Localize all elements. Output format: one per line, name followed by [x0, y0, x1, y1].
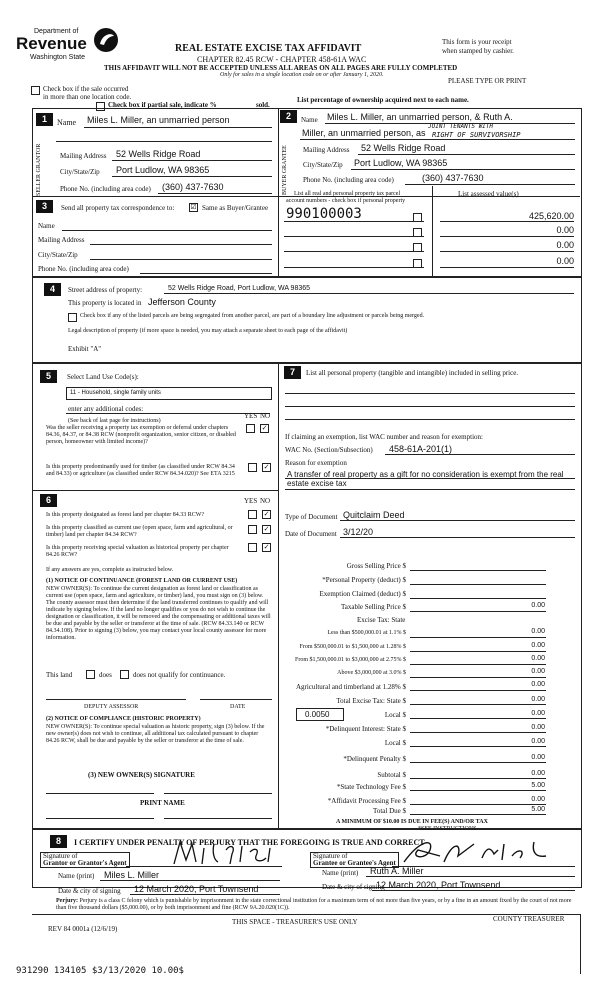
s6-q1-yes-checkbox[interactable] — [248, 510, 257, 519]
see-back-note: (See back of last page for instructions) — [68, 418, 161, 424]
tax-row-line — [410, 677, 546, 678]
segregated-label: Check box if any of the listed parcels are being segregated from another parcel, are part of a boundary line adjustment or parcels being merged. — [80, 313, 425, 319]
tax-row-line — [410, 732, 546, 733]
rev-number: REV 84 0001a (12/6/19) — [48, 925, 118, 933]
deputy-assessor-line — [46, 699, 186, 700]
grantor-city-label: City/State/Zip — [60, 168, 100, 176]
section-4-badge: 4 — [44, 283, 61, 296]
assessor-date-line — [200, 699, 272, 700]
deputy-assessor-label: DEPUTY ASSESSOR — [84, 704, 139, 710]
tax-row-label: Total Due $ — [373, 807, 406, 815]
grantor-sig-label-2: Grantor or Grantor's Agent — [43, 859, 127, 867]
grantor-mailing-value[interactable]: 52 Wells Ridge Road — [116, 149, 201, 159]
s3-mailing-line — [90, 244, 272, 245]
tax-row-line — [410, 718, 546, 719]
tax-row-line — [410, 651, 546, 652]
personal-property-line-2 — [285, 406, 575, 407]
grantor-mailing-label: Mailing Address — [60, 152, 107, 160]
assessed-value[interactable]: 0.00 — [556, 256, 574, 266]
reason-label: Reason for exemption — [285, 459, 347, 467]
washington-state: Washington State — [30, 54, 85, 61]
tax-row-value[interactable]: 0.00 — [531, 738, 545, 745]
s5-q2-no-checkbox[interactable]: ✓ — [263, 463, 270, 471]
assessed-value[interactable]: 425,620.00 — [528, 211, 574, 221]
tax-row-label: Taxable Selling Price $ — [340, 603, 406, 611]
new-owner-sig-line-2 — [164, 793, 272, 794]
print-name-label: PRINT NAME — [140, 799, 185, 807]
multi-location-label: Check box if the sale occurred — [43, 85, 129, 93]
exhibit-value[interactable]: Exhibit "A" — [68, 345, 102, 353]
s5-q1-yes-checkbox[interactable] — [246, 424, 255, 433]
grantor-phone-line — [158, 193, 272, 194]
grantee-name-value-1[interactable]: Miles L. Miller, an unmarried person, & Ruth A. — [327, 112, 513, 122]
personal-property-label: List all personal property (tangible and intangible) included in selling price. — [306, 369, 519, 377]
partial-sale-label: Check box if partial sale, indicate % — [108, 101, 217, 109]
this-land-label: This land — [46, 671, 73, 679]
doc-date-value[interactable]: 3/12/20 — [343, 527, 374, 537]
doc-date-label: Date of Document — [285, 530, 337, 538]
section-7-badge: 7 — [284, 366, 301, 379]
located-in-label: This property is located in — [68, 299, 142, 307]
tax-row-label: Above $3,000,000 at 3.0% $ — [337, 670, 406, 676]
see-instructions-note: *SEE INSTRUCTIONS — [418, 826, 477, 832]
grantee-sig-label-1: Signature of — [313, 852, 348, 860]
legal-description-label: Legal description of property (if more space is needed, you may attach a separate sheet to each page of the affidavit) — [68, 328, 348, 334]
ownership-label: List percentage of ownership acquired next to each name. — [297, 96, 469, 104]
grantor-name-label: Name — [57, 118, 77, 127]
wac-label: WAC No. (Section/Subsection) — [285, 446, 373, 454]
grantee-date-city[interactable]: 12 March 2020, Port Townsend — [376, 880, 501, 890]
s5-yes-header: YES — [244, 412, 258, 420]
tax-row-value[interactable]: 0.00 — [531, 796, 545, 803]
s6-q2-yes-checkbox[interactable] — [248, 525, 257, 534]
tax-row-label: *Delinquent Penalty $ — [343, 755, 406, 763]
land-use-select[interactable] — [66, 387, 272, 400]
certify-statement: I CERTIFY UNDER PENALTY OF PERJURY THAT THE FOREGOING IS TRUE AND CORRECT — [74, 838, 425, 847]
tax-row-line — [410, 584, 546, 585]
grantee-handwritten-bottom: RIGHT OF SURVIVORSHIP — [432, 131, 521, 139]
s6-question-2: Is this property classified as current use (open space, farm and agricultural, or timber) land per chapter 84.34 RCW? — [46, 525, 233, 538]
grantor-name-line — [84, 127, 272, 128]
section-6-badge: 6 — [40, 494, 57, 507]
tax-row-label: *State Technology Fee $ — [336, 783, 406, 791]
assessed-value[interactable]: 0.00 — [556, 225, 574, 235]
parcel-header-1: List all real and personal property tax parcel — [294, 191, 401, 197]
only-for-line: Only for sales in a single location code on or after January 1, 2020. — [220, 72, 384, 78]
if-any-yes-note: If any answers are yes, complete as instructed below. — [46, 567, 174, 573]
grantee-name-print-label: Name (print) — [322, 869, 359, 877]
grantee-city-label: City/State/Zip — [303, 161, 343, 169]
doc-date-line — [340, 537, 575, 538]
grantee-mailing-label: Mailing Address — [303, 146, 350, 154]
parcel-header-2: account numbers - check box if personal property — [286, 198, 406, 204]
s3-phone-line — [140, 273, 272, 274]
tax-row-label: Less than $500,000.01 at 1.1% $ — [327, 630, 406, 636]
s6-question-3: Is this property receiving special valuation as historical property per chapter 84.26 RCW? — [46, 545, 229, 558]
section-1-badge: 1 — [36, 113, 53, 126]
grantor-date-line — [130, 894, 280, 895]
s5-question-2: Is this property predominantly used for timber (as classified under RCW 84.34 and 84.33) or agriculture (as classified under RCW 84.34.020)? See ETA 3215 — [46, 464, 235, 477]
street-address-label: Street address of property: — [68, 286, 143, 294]
tax-row-line — [410, 778, 546, 779]
grantee-name-print[interactable]: Ruth A. Miller — [370, 866, 424, 876]
form-title: REAL ESTATE EXCISE TAX AFFIDAVIT — [175, 43, 362, 54]
grantor-phone-label: Phone No. (including area code) — [60, 185, 151, 193]
tax-row-line — [410, 570, 546, 571]
tax-row-line — [410, 814, 546, 815]
grantee-handwritten-top: JOINT TENANTS WITH — [428, 123, 494, 130]
same-as-buyer-checkbox[interactable]: ☑ — [190, 203, 197, 211]
tax-row-value[interactable]: 5.00 — [531, 806, 545, 813]
section-8-badge: 8 — [50, 835, 67, 848]
s3-name-line — [62, 230, 272, 231]
street-address-line — [164, 293, 574, 294]
notice-1-title: (1) NOTICE OF CONTINUANCE (FOREST LAND OR CURRENT USE) — [46, 578, 238, 584]
tax-row-value[interactable]: 0.00 — [531, 602, 545, 609]
tax-row-label: Total Excise Tax: State $ — [336, 697, 406, 705]
section-2-badge: 2 — [280, 110, 297, 123]
tax-row-label: Subtotal $ — [377, 771, 406, 779]
tax-row-label: Gross Selling Price $ — [346, 562, 406, 570]
grantor-signature-label-box — [40, 852, 130, 868]
dor-logo — [14, 26, 122, 66]
tax-row-value[interactable]: 0.00 — [531, 628, 545, 635]
s5-q2-yes-checkbox[interactable] — [248, 463, 257, 472]
land-use-label: Select Land Use Code(s): — [67, 373, 139, 381]
parcel-number[interactable]: 990100003 — [286, 206, 362, 222]
tax-row-line — [410, 690, 546, 691]
assessed-value[interactable]: 0.00 — [556, 240, 574, 250]
tax-row-value[interactable]: 0.00 — [531, 655, 545, 662]
new-owner-signature-label: (3) NEW OWNER(S) SIGNATURE — [88, 771, 195, 779]
s3-city-label: City/State/Zip — [38, 251, 78, 259]
s3-name-label: Name — [38, 222, 55, 230]
send-correspondence-label: Send all property tax correspondence to: — [61, 204, 175, 212]
exemption-claim-label: If claiming an exemption, list WAC number and reason for exemption: — [285, 433, 483, 441]
tax-row-value[interactable]: 0.00 — [531, 681, 545, 688]
personal-property-line-3 — [285, 419, 575, 420]
s5-q1-no-checkbox[interactable]: ✓ — [261, 424, 268, 432]
does-not-label: does not qualify for continuance. — [133, 671, 226, 679]
multi-location-checkbox[interactable] — [31, 86, 40, 95]
receipt-note-1: This form is your receipt — [442, 38, 512, 46]
s6-q1-no-checkbox[interactable]: ✓ — [263, 510, 270, 518]
personal-property-line-1 — [285, 393, 575, 394]
tax-row-value[interactable]: 0.00 — [531, 754, 545, 761]
value-line — [440, 267, 574, 268]
grantor-sig-label-1: Signature of — [43, 852, 78, 860]
grantee-city-line — [351, 169, 575, 170]
land-does-not-checkbox[interactable] — [120, 670, 129, 679]
s6-q3-no-checkbox[interactable]: ✓ — [263, 543, 270, 551]
s6-no-header: NO — [260, 497, 271, 505]
grantor-phone-value[interactable]: (360) 437-7630 — [162, 182, 224, 192]
dept-of: Department of — [34, 28, 79, 35]
tax-row-value[interactable]: 0.00 — [531, 696, 545, 703]
grantee-mailing-line — [358, 154, 575, 155]
grantor-signature[interactable] — [170, 838, 280, 868]
s6-q3-yes-checkbox[interactable] — [248, 543, 257, 552]
doc-type-value[interactable]: Quitclaim Deed — [343, 510, 405, 520]
parcel-row — [284, 253, 580, 271]
grantee-phone-line — [405, 184, 575, 185]
does-label: does — [99, 671, 112, 679]
perjury-label: Perjury: — [56, 898, 78, 904]
dor-emblem-icon — [92, 26, 120, 54]
notice-2-text: NEW OWNER(S): To continue special valuation as historic property, sign (3) below. If the new owner(s) does not wish to continue, all additional tax calculated pursuant to chapter 84.26 RCW, shall be due and payable by the seller or transferor at the time of sale. — [46, 724, 265, 744]
grantee-phone-value[interactable]: (360) 437-7630 — [422, 173, 484, 183]
perjury-statement — [56, 898, 578, 912]
chapter-line: CHAPTER 82.45 RCW - CHAPTER 458-61A WAC — [197, 55, 367, 64]
located-in-value[interactable]: Jefferson County — [148, 297, 216, 307]
grantor-name-print-label: Name (print) — [58, 872, 95, 880]
tax-row-label: *Affidavit Processing Fee $ — [327, 797, 406, 805]
tax-row-label: From $500,000.01 to $1,500,000 at 1.28% $ — [299, 644, 406, 650]
tax-row-line — [410, 664, 546, 665]
reason-line-1 — [285, 478, 575, 479]
tax-row-value[interactable]: 0.00 — [531, 710, 545, 717]
grantee-name-print-line — [366, 876, 575, 877]
land-does-checkbox[interactable] — [86, 670, 95, 679]
s5-no-header: NO — [260, 412, 271, 420]
multi-location-label-2: in more than one location code. — [43, 93, 132, 101]
assessor-date-label: DATE — [230, 704, 246, 710]
s3-phone-label: Phone No. (including area code) — [38, 265, 129, 273]
county-treasurer: COUNTY TREASURER — [493, 915, 565, 923]
grantee-signature[interactable] — [400, 836, 550, 866]
grantee-date-line — [372, 890, 575, 891]
grantor-name-print-line — [100, 880, 280, 881]
reason-value[interactable]: A transfer of real property as a gift for no consideration is exempt from the real estate excise tax — [287, 470, 564, 488]
tax-row-value[interactable]: 5.00 — [531, 782, 545, 789]
section-5-badge: 5 — [40, 370, 57, 383]
grantee-city-value[interactable]: Port Ludlow, WA 98365 — [354, 158, 448, 168]
value-line — [440, 251, 574, 252]
parcel-line — [284, 267, 424, 268]
s3-city-line — [90, 259, 272, 260]
land-use-value: 11 - Household, single family units — [70, 390, 161, 396]
grantor-name-print[interactable]: Miles L. Miller — [104, 870, 160, 880]
grantee-date-label: Date & city of signing — [322, 883, 385, 891]
tax-row-line — [410, 762, 546, 763]
tax-row-line — [410, 611, 546, 612]
tax-row-line — [410, 598, 546, 599]
additional-codes-label: enter any additional codes: — [68, 405, 144, 413]
grantor-side-label: SELLER GRANTOR — [36, 143, 42, 197]
grantor-grantee-divider — [278, 108, 279, 276]
s6-question-1: Is this property designated as forest land per chapter 84.33 RCW? — [46, 512, 205, 518]
type-or-print: PLEASE TYPE OR PRINT — [448, 77, 527, 85]
minimum-due-note: A MINIMUM OF $10.00 IS DUE IN FEE(S) AND/OR TAX — [336, 819, 488, 825]
s6-yes-header: YES — [244, 497, 258, 505]
doc-type-line — [340, 520, 575, 521]
grantee-name-value-2[interactable]: Miller, an unmarried person, as — [302, 128, 426, 138]
revenue-word: Revenue — [16, 34, 87, 53]
grantee-name-label: Name — [301, 116, 318, 124]
grantee-sig-label-2: Grantee or Grantee's Agent — [313, 859, 396, 867]
local-rate-value: 0.0050 — [305, 710, 330, 719]
sold-label: sold. — [256, 101, 270, 109]
tax-row-label: Excise Tax: State — [357, 616, 406, 624]
s6-q2-no-checkbox[interactable]: ✓ — [263, 525, 270, 533]
s3-mailing-label: Mailing Address — [38, 236, 85, 244]
s5-question-1: Was the seller receiving a property tax exemption or deferral under chapters 84.36, 84.37, or 84.38 RCW (nonprofit organization, senior citizen, or disabled person, homeowner with limited income)? — [46, 425, 236, 445]
notice-1-text: NEW OWNER(S): To continue the current designation as forest land or classification as current use (open space, farm and agriculture, or timber) land, you must sign on (3) below. The county assessor must then determine if the land transferred continues to qualify and will indicate by signing below. If the land no longer qualifies or you do not wish to continue the designation or classification, it will be removed and the compensating or additional taxes will be due and payable by the seller or transferor at the time of sale. (RCW 84.33.140 or RCW 84.34.108). Prior to signing (3) below, you may contact your local county assessor for more information. — [46, 586, 271, 641]
tax-row-label: Exemption Claimed (deduct) $ — [319, 590, 406, 598]
segregated-checkbox[interactable] — [68, 313, 77, 322]
grantee-mailing-value[interactable]: 52 Wells Ridge Road — [361, 143, 446, 153]
treasurer-space: THIS SPACE - TREASURER'S USE ONLY — [232, 918, 358, 926]
tax-row-label: *Personal Property (deduct) $ — [322, 576, 406, 584]
tax-row-value[interactable]: 0.00 — [531, 770, 545, 777]
tax-row-label: *Delinquent Interest: State $ — [325, 725, 406, 733]
wac-line — [385, 454, 575, 455]
new-owner-sig-line-1 — [46, 793, 154, 794]
receipt-note-2: when stamped by cashier. — [442, 47, 514, 55]
tax-row-line — [410, 790, 546, 791]
reason-line-2 — [285, 489, 575, 490]
tax-row-line — [410, 637, 546, 638]
grantor-name-value[interactable]: Miles L. Miller, an unmarried person — [87, 115, 230, 125]
tax-row-line — [410, 804, 546, 805]
left-right-divider — [278, 362, 279, 828]
grantor-city-line — [112, 176, 272, 177]
assessed-header: List assessed value(s) — [458, 190, 519, 198]
tax-row-label: Local $ — [384, 739, 406, 747]
recording-stamp: 931290 134105 $3/13/2020 10.00$ — [16, 966, 184, 976]
warning-line: THIS AFFIDAVIT WILL NOT BE ACCEPTED UNLESS ALL AREAS ON ALL PAGES ARE FULLY COMPLETED — [104, 64, 458, 72]
tax-row-label: From $1,500,000.01 to $3,000,000 at 2.75% $ — [295, 657, 406, 663]
section-6-top-rule — [32, 490, 278, 491]
additional-codes-line — [66, 413, 270, 414]
grantor-signature-line — [126, 866, 282, 867]
wac-value[interactable]: 458-61A-201(1) — [389, 444, 453, 454]
tax-row-label: Local $ — [384, 711, 406, 719]
doc-type-label: Type of Document — [285, 513, 338, 521]
print-name-line-2 — [164, 818, 272, 819]
grantee-phone-label: Phone No. (including area code) — [303, 176, 394, 184]
grantor-date-label: Date & city of signing — [58, 887, 121, 895]
perjury-text: Perjury is a class C felony which is punishable by imprisonment in the state correctional institution for a maximum term of not more than five years, or by a fine in an amount fixed by the court of not more than five thousand dollars ($5,000.00), or by both imprisonment and fine (RCW 9A.20.020(1C)). — [56, 898, 572, 911]
print-name-line-1 — [46, 818, 154, 819]
tax-row-line — [410, 704, 546, 705]
grantor-date-city[interactable]: 12 March 2020, Port Townsend — [134, 884, 259, 894]
grantor-city-value[interactable]: Port Ludlow, WA 98365 — [116, 165, 210, 175]
grantee-side-label: BUYER GRANTEE — [282, 145, 288, 195]
grantee-name-line-2 — [300, 139, 575, 140]
treasurer-right-rule — [580, 914, 581, 974]
notice-2-title: (2) NOTICE OF COMPLIANCE (HISTORIC PROPERTY) — [46, 716, 201, 722]
tax-row-line — [410, 746, 546, 747]
tax-row-value[interactable]: 0.00 — [531, 642, 545, 649]
section-3-badge: 3 — [36, 200, 53, 213]
grantor-name-line-2 — [56, 141, 272, 142]
street-address-value[interactable]: 52 Wells Ridge Road, Port Ludlow, WA 98365 — [168, 285, 311, 292]
tax-row-label: Agricultural and timberland at 1.28% $ — [295, 683, 406, 691]
tax-row-value[interactable]: 0.00 — [531, 724, 545, 731]
grantor-mailing-line — [112, 160, 272, 161]
same-as-buyer-label: Same as Buyer/Grantee — [202, 204, 269, 212]
parcel-line — [284, 251, 424, 252]
tax-row-value[interactable]: 0.00 — [531, 668, 545, 675]
